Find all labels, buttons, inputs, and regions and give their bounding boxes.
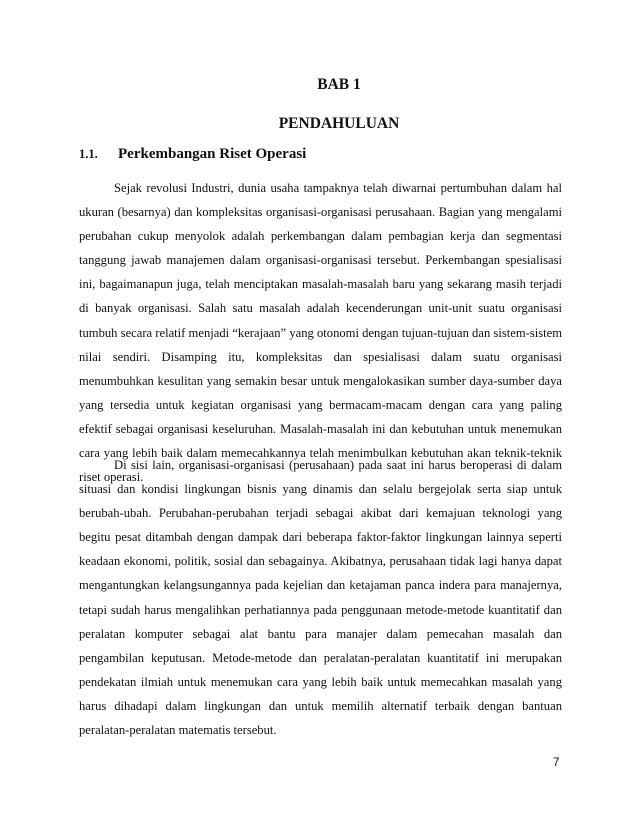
page-number: 7 <box>553 757 560 769</box>
chapter-label: BAB 1 <box>317 76 361 93</box>
body-paragraph-1: Sejak revolusi Industri, dunia usaha tampaknya telah diwarnai pertumbuhan dalam hal ukuran (besarnya) dan kompleksitas organisasi-organisasi perusahaan. Bagian yang mengalami perubahan cukup menyolok adalah perkembangan dalam pembagian kerja dan segmentasi tanggung jawab manajemen dalam organisasi-organisasi tersebut. Perkembangan spesialisasi ini, bagaimanapun juga, telah menciptakan masalah-masalah baru yang sekarang masih terjadi di banyak organisasi. Salah satu masalah adalah kecenderungan unit-unit suatu organisasi tumbuh secara relatif menjadi “kerajaan” yang otonomi dengan tujuan-tujuan dan sistem-sistem nilai sendiri. Disamping itu, kompleksitas dan spesialisasi dalam suatu organisasi menumbuhkan kesulitan yang semakin besar untuk mengalokasikan sumber daya-sumber daya yang tersedia untuk kegiatan organisasi yang bermacam-macam dengan cara yang paling efektif sebagai organisasi keseluruhan. Masalah-masalah ini dan kebutuhan untuk menemukan cara yang lebih baik dalam memecahkannya telah menimbulkan kebutuhan akan teknik-teknik riset operasi. <box>79 181 562 485</box>
chapter-title: PENDAHULUAN <box>278 115 400 132</box>
body-paragraph-2: Di sisi lain, organisasi-organisasi (perusahaan) pada saat ini harus beroperasi di dalam situasi dan kondisi lingkungan bisnis yang dinamis dan selalu bergejolak serta siap untuk berubah-ubah. Perubahan-perubahan terjadi sebagai akibat dari kemajuan teknologi yang begitu pesat ditambah dengan dampak dari beberapa faktor-faktor lingkungan lainnya seperti keadaan ekonomi, politik, sosial dan sebagainya. Akibatnya, perusahaan tidak lagi hanya dapat mengantungkan kelangsungannya pada kejelian dan ketajaman panca indera para manajernya, tetapi sudah harus mengalihkan perhatiannya pada penggunaan metode-metode kuantitatif dan peralatan komputer sebagai alat bantu para manajer dalam pemecahan masalah dan pengambilan keputusan. Metode-metode dan peralatan-peralatan kuantitatif ini merupakan pendekatan ilmiah untuk menemukan cara yang lebih baik untuk memecahkan masalah yang harus dihadapi dalam lingkungan dan untuk memilih alternatif terbaik dengan bantuan peralatan-peralatan matematis tersebut. <box>79 458 562 738</box>
section-heading <box>79 146 306 163</box>
section-title: Perkembangan Riset Operasi <box>118 146 307 162</box>
section-number: 1.1. <box>79 147 98 161</box>
